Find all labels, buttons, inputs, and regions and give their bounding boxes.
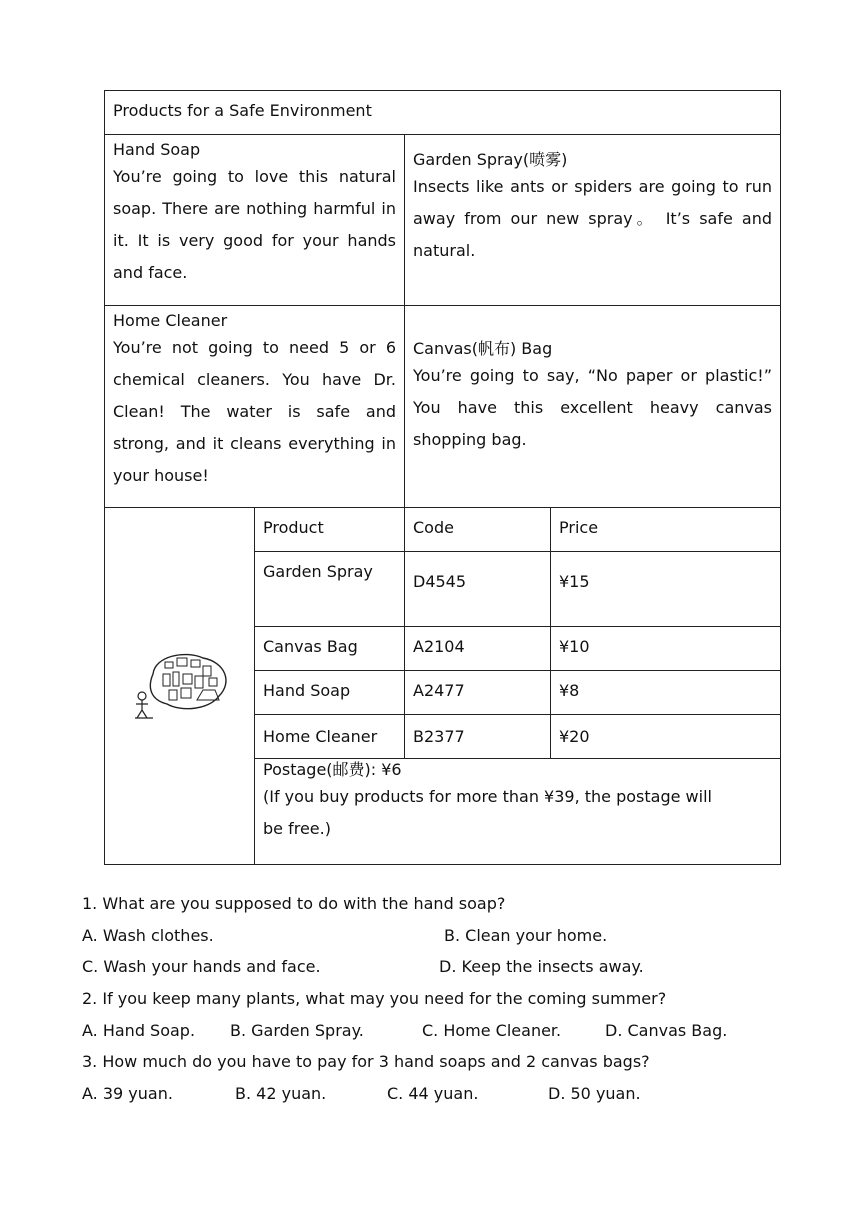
q3-option-a: A. 39 yuan.	[82, 1084, 173, 1103]
header-code-label: Code	[413, 518, 454, 537]
question-3: 3. How much do you have to pay for 3 hand soaps and 2 canvas bags?	[82, 1052, 650, 1071]
garden-spray-cell	[404, 134, 781, 306]
table-row-price	[550, 626, 781, 671]
postage-cell	[254, 758, 781, 865]
garden-spray-desc: Insects like ants or spiders are going to run away from our new spray。 It’s safe and natural.	[413, 177, 772, 260]
row-product-label: Garden Spray	[263, 562, 373, 581]
hand-soap-name: Hand Soap	[113, 140, 201, 159]
postage-line2: (If you buy products for more than ¥39, the postage will be free.)	[263, 787, 712, 838]
header-product-label: Product	[263, 518, 324, 537]
table-title-cell	[104, 90, 781, 135]
q3-option-b: B. 42 yuan.	[235, 1084, 327, 1103]
hand-soap-desc: You’re going to love this natural soap. There are nothing harmful in it. It is very good for your hands and face.	[113, 167, 396, 282]
home-cleaner-name: Home Cleaner	[113, 311, 228, 330]
postage-line1: Postage(邮费): ¥6	[263, 760, 402, 779]
table-row-code	[404, 551, 551, 627]
table-row-product	[254, 626, 405, 671]
row-product-label: Home Cleaner	[263, 727, 378, 746]
products-table	[104, 90, 781, 865]
table-row-code	[404, 714, 551, 759]
q1-option-c: C. Wash your hands and face.	[82, 957, 321, 976]
row-code-label: A2104	[413, 637, 465, 656]
table-row-product	[254, 714, 405, 759]
q2-option-a: A. Hand Soap.	[82, 1021, 196, 1040]
q1-option-d: D. Keep the insects away.	[439, 957, 644, 976]
table-row-product	[254, 670, 405, 715]
canvas-bag-cell	[404, 305, 781, 508]
q1-option-a: A. Wash clothes.	[82, 926, 214, 945]
row-price-label: ¥10	[559, 637, 590, 656]
row-code-label: B2377	[413, 727, 465, 746]
row-price-label: ¥15	[559, 572, 590, 591]
table-row-product	[254, 551, 405, 627]
row-price-label: ¥20	[559, 727, 590, 746]
row-product-label: Canvas Bag	[263, 637, 358, 656]
price-header-product	[254, 507, 405, 552]
q3-option-d: D. 50 yuan.	[548, 1084, 641, 1103]
q3-option-c: C. 44 yuan.	[387, 1084, 479, 1103]
q2-option-d: D. Canvas Bag.	[605, 1021, 728, 1040]
table-row-code	[404, 626, 551, 671]
q1-option-b: B. Clean your home.	[444, 926, 608, 945]
home-cleaner-desc: You’re not going to need 5 or 6 chemical cleaners. You have Dr. Clean! The water is safe and strong, and it cleans everything in your house!	[113, 338, 396, 485]
row-code-label: A2477	[413, 681, 465, 700]
row-product-label: Hand Soap	[263, 681, 351, 700]
row-code-label: D4545	[413, 572, 467, 591]
canvas-bag-desc: You’re going to say, “No paper or plastic!” You have this excellent heavy canvas shopping bag.	[413, 366, 772, 449]
question-1: 1. What are you supposed to do with the hand soap?	[82, 894, 506, 913]
q2-option-b: B. Garden Spray.	[230, 1021, 364, 1040]
table-row-code	[404, 670, 551, 715]
table-title: Products for a Safe Environment	[113, 101, 372, 120]
canvas-bag-name: Canvas(帆布) Bag	[413, 339, 553, 358]
q2-option-c: C. Home Cleaner.	[422, 1021, 562, 1040]
illustration-cell	[104, 507, 255, 865]
price-header-code	[404, 507, 551, 552]
question-2: 2. If you keep many plants, what may you need for the coming summer?	[82, 989, 667, 1008]
home-cleaner-cell	[104, 305, 405, 508]
header-price-label: Price	[559, 518, 599, 537]
garden-spray-name: Garden Spray(喷雾)	[413, 150, 568, 169]
row-price-label: ¥8	[559, 681, 580, 700]
table-row-price	[550, 714, 781, 759]
table-row-price	[550, 670, 781, 715]
eco-products-illustration	[133, 648, 233, 720]
price-header-price	[550, 507, 781, 552]
table-row-price	[550, 551, 781, 627]
hand-soap-cell	[104, 134, 405, 306]
